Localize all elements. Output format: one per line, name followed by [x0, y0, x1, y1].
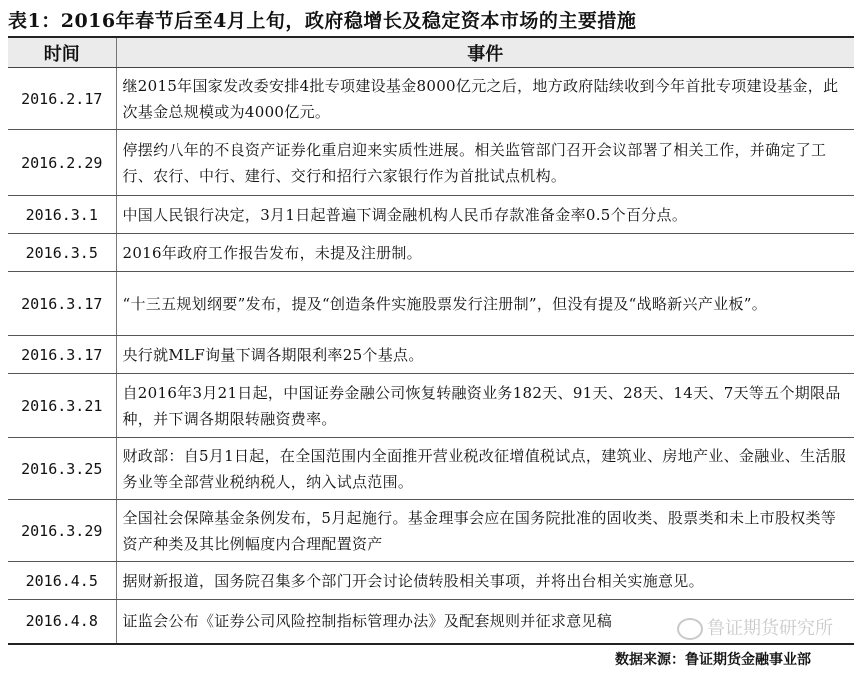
watermark-text: 鲁证期货研究所 [707, 618, 833, 639]
row-date: 2016.2.17 [8, 68, 116, 130]
row-event: 自2016年3月21日起，中国证券金融公司恢复转融资业务182天、91天、28天、14天、7天等五个期限品种，并下调各期限转融资费率。 [116, 374, 854, 438]
data-source-note: 数据来源：鲁证期货金融事业部 [615, 652, 811, 668]
row-date: 2016.3.25 [8, 438, 116, 500]
column-header-event: 事件 [116, 37, 854, 68]
row-event: 证监会公布《证券公司风险控制指标管理办法》及配套规则并征求意见稿 [116, 600, 854, 644]
row-event: 停摆约八年的不良资产证券化重启迎来实质性进展。相关监管部门召开会议部署了相关工作，并确定了工行、农行、中行、建行、交行和招行六家银行作为首批试点机构。 [116, 130, 854, 196]
table-row [8, 562, 854, 600]
table-row [8, 438, 854, 500]
row-event: 继2015年国家发改委安排4批专项建设基金8000亿元之后，地方政府陆续收到今年首批专项建设基金，此次基金总规模或为4000亿元。 [116, 68, 854, 130]
table-row [8, 500, 854, 562]
row-event: 央行就MLF询量下调各期限利率25个基点。 [116, 336, 854, 374]
row-date: 2016.3.17 [8, 336, 116, 374]
row-date: 2016.4.8 [8, 600, 116, 644]
row-event: 据财新报道，国务院召集多个部门开会讨论债转股相关事项，并将出台相关实施意见。 [116, 562, 854, 600]
row-date: 2016.3.5 [8, 234, 116, 272]
table-row [8, 130, 854, 196]
table-header-row [8, 37, 854, 68]
row-date: 2016.4.5 [8, 562, 116, 600]
wechat-icon [677, 618, 703, 640]
table-row [8, 336, 854, 374]
row-date: 2016.3.29 [8, 500, 116, 562]
column-header-time: 时间 [8, 37, 116, 68]
row-date: 2016.3.21 [8, 374, 116, 438]
row-event: 2016年政府工作报告发布，未提及注册制。 [116, 234, 854, 272]
watermark [677, 614, 833, 640]
table-row [8, 374, 854, 438]
measures-table [8, 36, 854, 645]
row-date: 2016.3.17 [8, 272, 116, 336]
table-row [8, 272, 854, 336]
row-event: 中国人民银行决定，3月1日起普遍下调金融机构人民币存款准备金率0.5个百分点。 [116, 196, 854, 234]
table-row [8, 196, 854, 234]
table-row [8, 68, 854, 130]
row-date: 2016.3.1 [8, 196, 116, 234]
row-event: 全国社会保障基金条例发布，5月起施行。基金理事会应在国务院批准的固收类、股票类和未上市股权类等资产种类及其比例幅度内合理配置资产 [116, 500, 854, 562]
table-row [8, 234, 854, 272]
row-event: 财政部：自5月1日起，在全国范围内全面推开营业税改征增值税试点，建筑业、房地产业、金融业、生活服务业等全部营业税纳税人，纳入试点范围。 [116, 438, 854, 500]
table-title: 表1：2016年春节后至4月上旬，政府稳增长及稳定资本市场的主要措施 [8, 10, 637, 32]
row-event: “十三五规划纲要”发布，提及“创造条件实施股票发行注册制”，但没有提及“战略新兴产业板”。 [116, 272, 854, 336]
row-date: 2016.2.29 [8, 130, 116, 196]
